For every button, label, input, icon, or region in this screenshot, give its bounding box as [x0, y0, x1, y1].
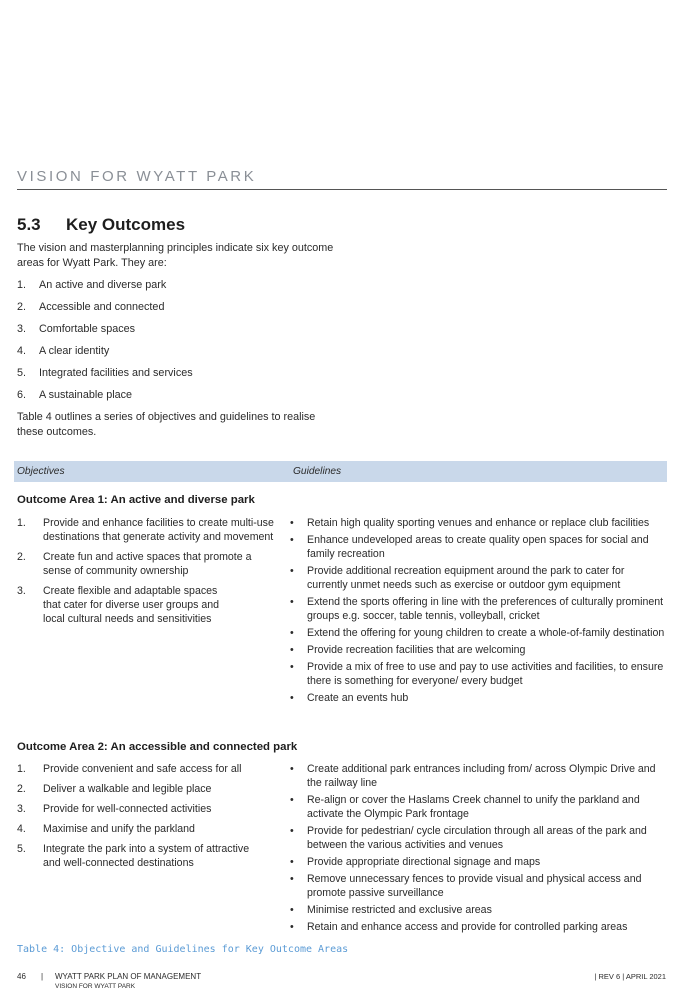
outcome-area-1-title: Outcome Area 1: An active and diverse park — [17, 494, 255, 506]
objectives-column-header: Objectives — [17, 466, 65, 477]
outcome-area-2-objectives — [17, 762, 287, 876]
table-row: 2. Deliver a walkable and legible place — [17, 783, 212, 795]
list-item: • Retain and enhance access and provide for controlled parking areas — [290, 921, 628, 933]
table-row: 2. Create fun and active spaces that promote a sense of community ownership — [17, 551, 252, 577]
list-item: 1. An active and diverse park — [17, 279, 167, 291]
list-item: • Remove unnecessary fences to provide visual and physical access and promote passive surveillance — [290, 873, 642, 899]
intro-paragraph: The vision and masterplanning principles indicate six key outcome areas for Wyatt Park. They are: — [17, 242, 334, 269]
list-item: 4. A clear identity — [17, 345, 110, 357]
list-item: 2. Accessible and connected — [17, 301, 165, 313]
section-header: VISION FOR WYATT PARK — [17, 168, 667, 190]
table-intro-paragraph: Table 4 outlines a series of objectives and guidelines to realise these outcomes. — [17, 411, 316, 438]
list-item: 6. A sustainable place — [17, 389, 133, 401]
outcome-area-2-title: Outcome Area 2: An accessible and connected park — [17, 741, 298, 753]
section-title — [17, 215, 185, 235]
list-item: • Enhance undeveloped areas to create quality open spaces for social and family recreation — [290, 534, 649, 560]
list-item: • Provide recreation facilities that are welcoming — [290, 644, 526, 656]
list-item: • Retain high quality sporting venues and enhance or replace club facilities — [290, 517, 650, 529]
list-item: 5. Integrated facilities and services — [17, 367, 193, 379]
list-item: • Provide appropriate directional signage and maps — [290, 856, 541, 868]
page-number: 46 — [17, 972, 26, 981]
outcome-area-1-guidelines — [290, 516, 667, 708]
list-item: • Extend the sports offering in line with the preferences of culturally prominent groups e.g. soccer, table tennis, volleyball, cricket — [290, 596, 664, 622]
table-row: 3. Create flexible and adaptable spaces that cater for diverse user groups and local cultural needs and sensitivities — [17, 585, 220, 625]
footer-left — [17, 972, 201, 990]
list-item: • Minimise restricted and exclusive areas — [290, 904, 492, 916]
outcomes-list — [17, 278, 337, 410]
table-row: 3. Provide for well-connected activities — [17, 803, 212, 815]
footer-separator: | — [41, 972, 44, 981]
outcome-area-1-objectives — [17, 516, 287, 632]
section-heading: Key Outcomes — [66, 215, 186, 234]
table-row: 1. Provide convenient and safe access for all — [17, 763, 242, 775]
section-number: 5.3 — [17, 215, 41, 234]
list-item: • Provide a mix of free to use and pay to use activities and facilities, to ensure there is something for everyone/ every budget — [290, 661, 664, 687]
list-item: • Provide for pedestrian/ cycle circulation through all areas of the park and between the various activities and venues — [290, 825, 647, 851]
list-item: • Create an events hub — [290, 692, 409, 704]
list-item: • Create additional park entrances including from/ across Olympic Drive and the railway line — [290, 763, 656, 789]
table-row: 1. Provide and enhance facilities to create multi-use destinations that generate activity and movement — [17, 517, 274, 543]
list-item: • Re-align or cover the Haslams Creek channel to unify the parkland and activate the Olympic Park frontage — [290, 794, 640, 820]
list-item: 3. Comfortable spaces — [17, 323, 136, 335]
guidelines-column-header: Guidelines — [293, 466, 342, 477]
footer-doc-title: WYATT PARK PLAN OF MANAGEMENT — [55, 972, 202, 981]
outcome-area-2-guidelines — [290, 762, 667, 937]
footer-title-block — [55, 972, 201, 990]
footer-doc-subtitle: VISION FOR WYATT PARK — [55, 983, 136, 990]
list-item: • Extend the offering for young children to create a whole-of-family destination — [290, 627, 665, 639]
table-caption: Table 4: Objective and Guidelines for Key Outcome Areas — [17, 944, 349, 955]
footer-revision: | REV 6 | APRIL 2021 — [594, 972, 666, 981]
list-item: • Provide additional recreation equipment around the park to cater for currently unmet needs such as exercise or outdoor gym equipment — [290, 565, 625, 591]
table-row: 5. Integrate the park into a system of attractive and well-connected destinations — [17, 843, 250, 869]
table-header-row — [14, 461, 667, 482]
table-row: 4. Maximise and unify the parkland — [17, 823, 195, 835]
